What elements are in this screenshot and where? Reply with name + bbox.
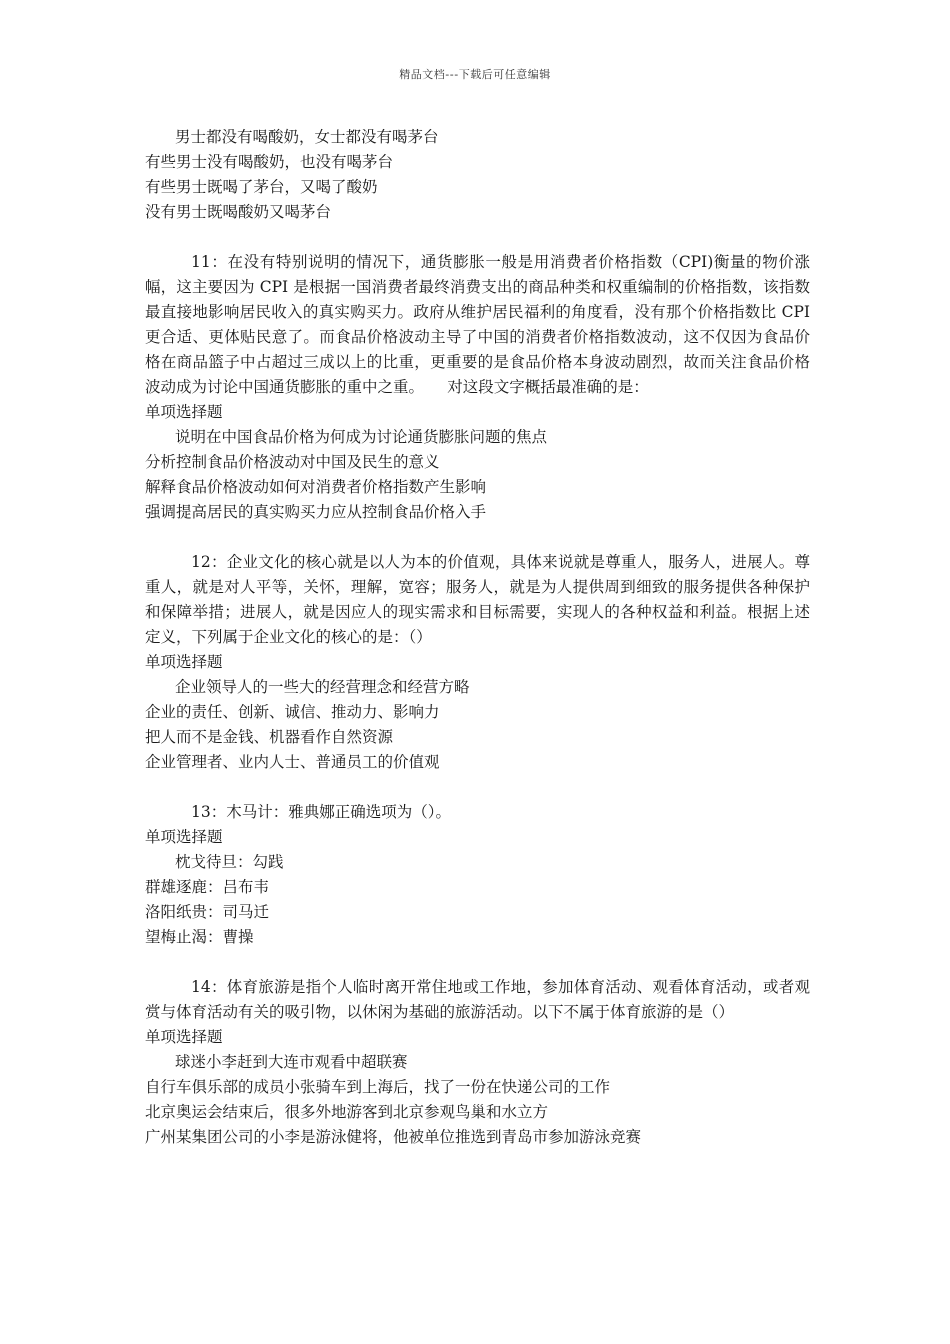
option-line: 把人而不是金钱、机器看作自然资源	[145, 728, 394, 746]
option-line: 有些男士既喝了茅台，又喝了酸奶	[145, 178, 378, 196]
option-line: 企业领导人的一些大的经营理念和经营方略	[175, 678, 470, 696]
option-line: 有些男士没有喝酸奶，也没有喝茅台	[145, 153, 394, 171]
option-line: 企业管理者、业内人士、普通员工的价值观	[145, 753, 440, 771]
document-body	[145, 125, 810, 1150]
option-line: 洛阳纸贵：司马迁	[145, 903, 270, 921]
option-line: 群雄逐鹿：吕布韦	[145, 878, 270, 896]
question-11	[145, 250, 810, 525]
option-line: 没有男士既喝酸奶又喝茅台	[145, 203, 332, 221]
previous-question-options	[145, 125, 810, 225]
question-13	[145, 800, 810, 950]
question-14	[145, 975, 810, 1150]
option-line: 男士都没有喝酸奶，女士都没有喝茅台	[175, 128, 439, 146]
option-line: 强调提高居民的真实购买力应从控制食品价格入手	[145, 503, 487, 521]
option-line: 望梅止渴：曹操	[145, 928, 254, 946]
question-stem: 13：木马计：雅典娜正确选项为（）。	[191, 803, 451, 821]
page-header: 精品文档---下载后可任意编辑	[399, 68, 551, 81]
option-line: 分析控制食品价格波动对中国及民生的意义	[145, 453, 440, 471]
option-line: 自行车俱乐部的成员小张骑车到上海后，找了一份在快递公司的工作	[145, 1078, 611, 1096]
question-stem: 11：在没有特别说明的情况下，通货膨胀一般是用消费者价格指数（CPI)衡量的物价涨幅，这主要因为 CPI 是根据一国消费者最终消费支出的商品种类和权重编制的价格指数，该指数最直接地影响居民收入的真实购买力。政府从维护居民福利的角度看，没有那个价格指数比 CPI 更合适、更体贴民意了。而食品价格波动主导了中国的消费者价格指数波动，这不仅因为食品价格在商品篮子中占超过三成以上的比重，更重要的是食品价格本身波动剧烈，故而关注食品价格波动成为讨论中国通货膨胀的重中之重。 对这段文字概括最准确的是：	[145, 253, 810, 396]
question-stem: 14：体育旅游是指个人临时离开常住地或工作地，参加体育活动、观看体育活动，或者观赏与体育活动有关的吸引物，以休闲为基础的旅游活动。以下不属于体育旅游的是（）	[145, 978, 810, 1021]
option-line: 企业的责任、创新、诚信、推动力、影响力	[145, 703, 440, 721]
option-line: 北京奥运会结束后，很多外地游客到北京参观鸟巢和水立方	[145, 1103, 549, 1121]
option-line: 球迷小李赶到大连市观看中超联赛	[175, 1053, 408, 1071]
question-12	[145, 550, 810, 775]
option-line: 解释食品价格波动如何对消费者价格指数产生影响	[145, 478, 487, 496]
question-type-label: 单项选择题	[145, 1028, 223, 1046]
question-type-label: 单项选择题	[145, 403, 223, 421]
option-line: 枕戈待旦：勾践	[175, 853, 284, 871]
question-stem: 12：企业文化的核心就是以人为本的价值观，具体来说就是尊重人，服务人，进展人。尊重人，就是对人平等，关怀，理解，宽容；服务人，就是为人提供周到细致的服务提供各种保护和保障举措；进展人，就是因应人的现实需求和目标需要，实现人的各种权益和利益。根据上述定义，下列属于企业文化的核心的是：（）	[145, 553, 810, 646]
question-type-label: 单项选择题	[145, 653, 223, 671]
question-type-label: 单项选择题	[145, 828, 223, 846]
option-line: 广州某集团公司的小李是游泳健将，他被单位推选到青岛市参加游泳竞赛	[145, 1128, 642, 1146]
option-line: 说明在中国食品价格为何成为讨论通货膨胀问题的焦点	[175, 428, 548, 446]
